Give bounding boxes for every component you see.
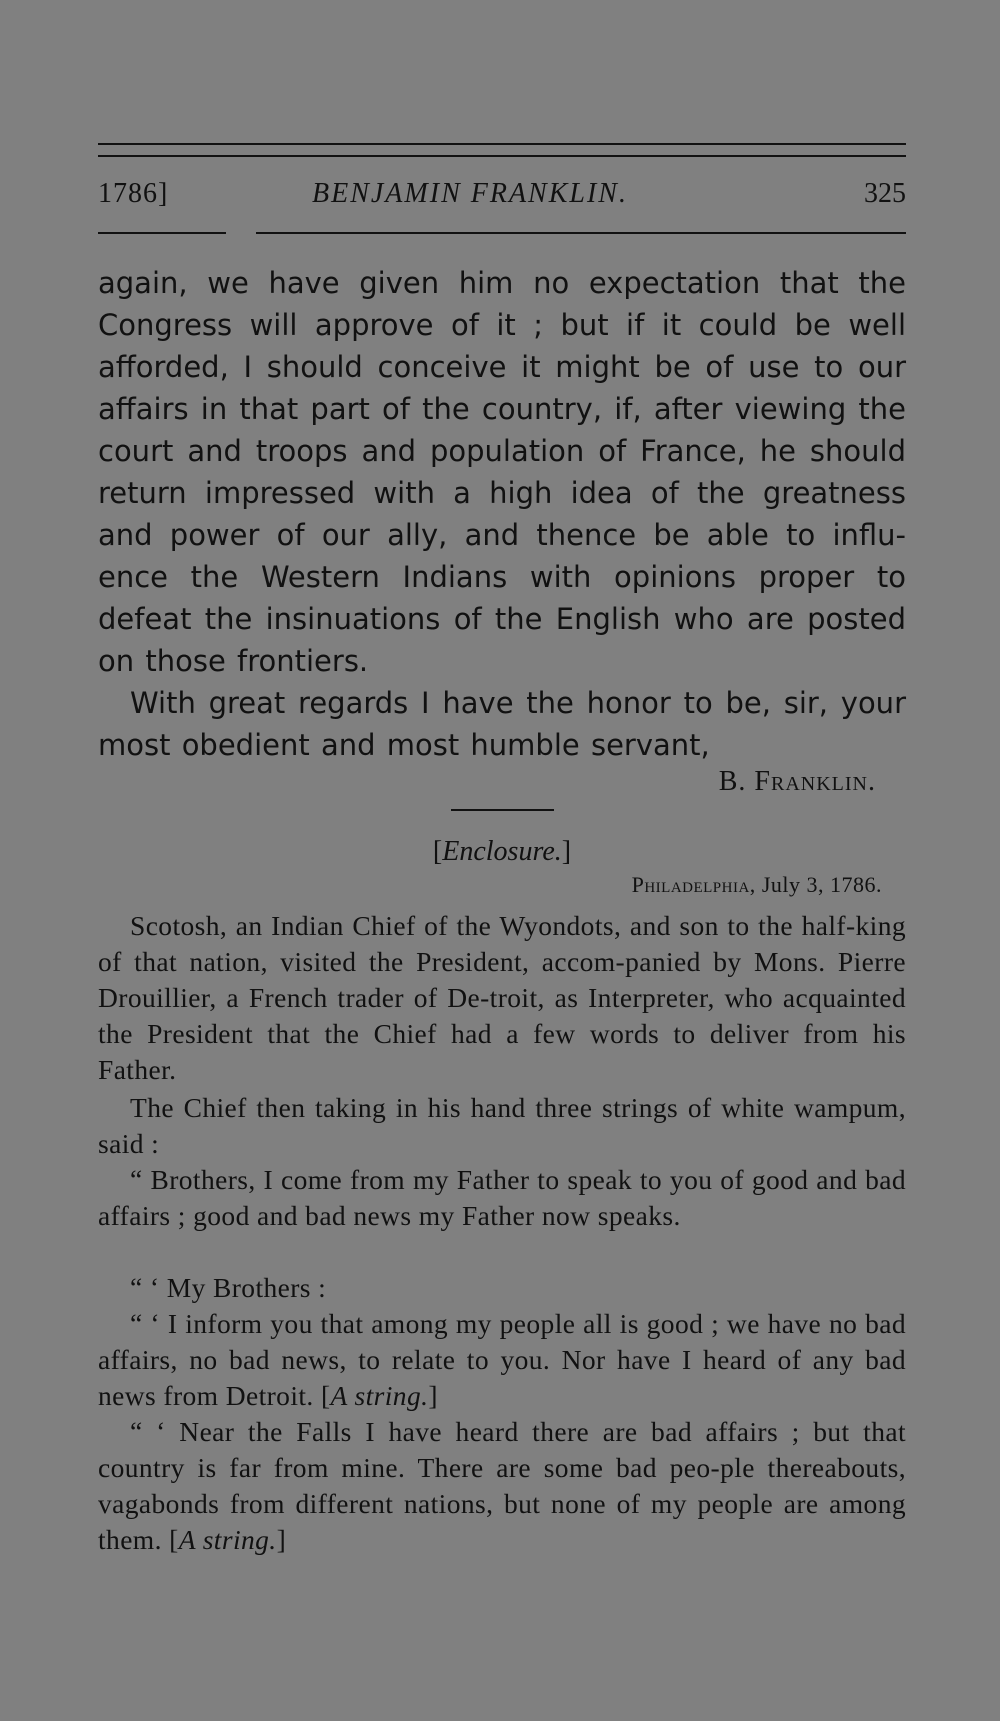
dateline xyxy=(632,872,882,898)
enclosure-paragraph-6: “ ‘ Near the Falls I have heard there are bad affairs ; but that country is far from mine. There are some bad peo-ple thereabouts, vagabonds from different nations, but none of my people are among them. [A string.] xyxy=(98,1416,906,1555)
running-header xyxy=(98,178,906,218)
enclosure-paragraph-5: “ ‘ I inform you that among my people all is good ; we have no bad affairs, no bad news, to relate to you. Nor have I heard of any bad news from Detroit. [A string.] xyxy=(98,1308,906,1411)
paragraph-5-text: “ ‘ I inform you that among my people all is good ; we have no bad affairs, no bad news, to relate to you. Nor have I heard of any bad news from Detroit. xyxy=(98,1308,906,1411)
top-rule-2 xyxy=(98,155,906,157)
paragraph-5-tag: A string. xyxy=(330,1380,429,1411)
enclosure-paragraph-2: The Chief then taking in his hand three strings of white wampum, said : xyxy=(98,1092,906,1159)
dateline-place: Philadelphia, xyxy=(631,872,756,897)
header-rule-left xyxy=(98,232,226,234)
header-rule-right xyxy=(256,232,906,234)
enclosure-paragraph-3: “ Brothers, I come from my Father to speak to you of good and bad affairs ; good and bad news my Father now speaks. xyxy=(98,1164,906,1231)
book-page xyxy=(98,0,906,1721)
page-number: 325 xyxy=(864,178,906,209)
paragraph-6-text: “ ‘ Near the Falls I have heard there are bad affairs ; but that country is far from mine. There are some bad peo-ple thereabouts, vagabonds from different nations, but none of my people are among them. xyxy=(98,1416,906,1555)
header-title: BENJAMIN FRANKLIN. xyxy=(312,178,628,209)
letter-closing: With great regards I have the honor to be, sir, your most obedient and most humble servant, xyxy=(98,686,906,762)
enclosure-paragraph-4: “ ‘ My Brothers : xyxy=(130,1272,327,1303)
header-year: 1786] xyxy=(98,178,169,209)
signature: B. Franklin. xyxy=(718,766,876,797)
dateline-date: July 3, 1786. xyxy=(761,872,882,897)
enclosure-heading: [Enclosure.] xyxy=(432,836,572,867)
paragraph-6-tag: A string. xyxy=(178,1524,277,1555)
section-divider xyxy=(451,809,554,811)
letter-paragraph: again, we have given him no expectation that the Congress will approve of it ; but if it could be well afforded, I should conceive it might be of use to our affairs in that part of the country, if, after viewing the court and troops and population of France, he should return impressed with a high idea of the greatness and power of our ally, and thence be able to influ-ence the Western Indians with opinions proper to defeat the insinuations of the English who are posted on those frontiers. xyxy=(98,266,906,678)
enclosure-paragraph-1: Scotosh, an Indian Chief of the Wyondots, and son to the half-king of that nation, visited the President, accom-panied by Mons. Pierre Drouillier, a French trader of De-troit, as Interpreter, who acquainted the President that the Chief had a few words to deliver from his Father. xyxy=(98,910,906,1085)
enclosure-label: Enclosure. xyxy=(442,836,562,867)
top-rule-1 xyxy=(98,143,906,145)
